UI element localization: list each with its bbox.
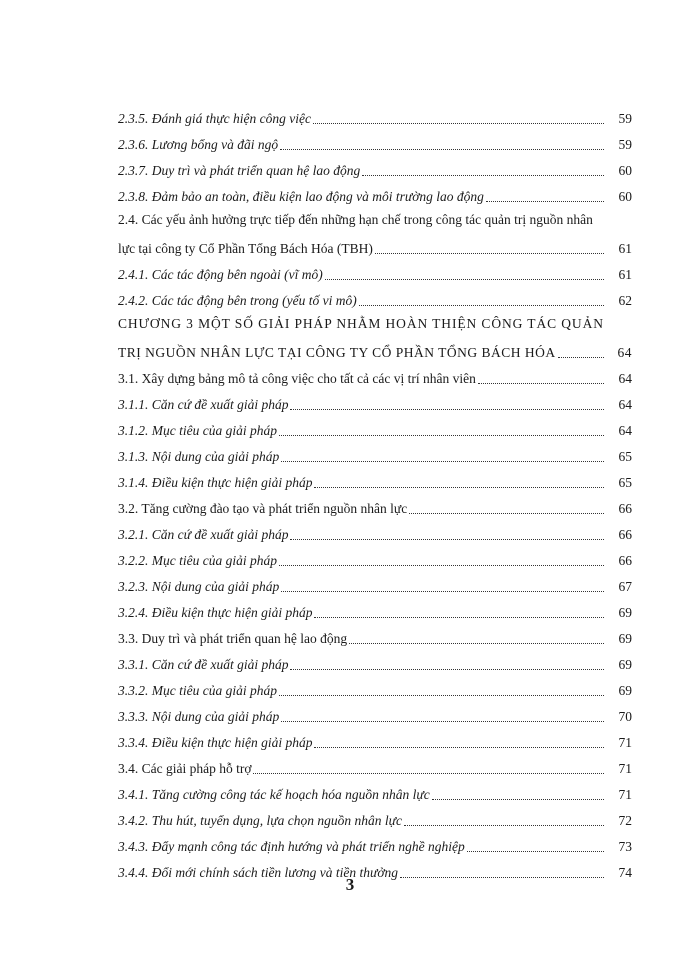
page-number: 3 (345, 875, 355, 894)
toc-entry-2-3-5[interactable] (118, 101, 632, 127)
toc-entry-page: 60 (618, 189, 632, 204)
dot-leader (375, 241, 604, 254)
toc-entry-title-line1: CHƯƠNG 3 MỘT SỐ GIẢI PHÁP NHẰM HOÀN THIỆN CÔNG TÁC QUẢN (118, 316, 604, 331)
toc-entry-title: 3.1.2. Mục tiêu của giải pháp (118, 423, 277, 438)
toc-entry-page: 64 (618, 371, 632, 386)
toc-entry-title-line1: 2.4. Các yếu ảnh hưởng trực tiếp đến những hạn chế trong công tác quản trị nguồn nhân (118, 212, 593, 227)
toc-entry-chapter-3[interactable] (118, 309, 632, 361)
toc-entry-page: 69 (618, 605, 632, 620)
toc-entry-page: 59 (618, 111, 632, 126)
toc-entry-page: 74 (618, 865, 632, 880)
toc-entry-page: 66 (618, 527, 632, 542)
dot-leader (432, 787, 604, 800)
toc-entry-title: 3.1.4. Điều kiện thực hiện giải pháp (118, 475, 313, 490)
toc-entry-3-3-3[interactable] (118, 699, 632, 725)
dot-leader (290, 657, 604, 670)
dot-leader (290, 527, 604, 540)
toc-entry-title: 3.3.3. Nội dung của giải pháp (118, 709, 280, 724)
toc-entry-page: 71 (618, 787, 632, 802)
toc-entry-3-4-3[interactable] (118, 829, 632, 855)
toc-entry-title: 3.4.2. Thu hút, tuyển dụng, lựa chọn nguồn nhân lực (118, 813, 402, 828)
toc-entry-title: 3.3.2. Mục tiêu của giải pháp (118, 683, 277, 698)
dot-leader (280, 137, 604, 150)
toc-entry-3-1-3[interactable] (118, 439, 632, 465)
toc-entry-page: 70 (618, 709, 632, 724)
toc-entry-page: 64 (618, 423, 632, 438)
toc-entry-title: 3.3.4. Điều kiện thực hiện giải pháp (118, 735, 313, 750)
toc-entry-page: 66 (618, 501, 632, 516)
toc-entry-3-1-4[interactable] (118, 465, 632, 491)
toc-entry-2-3-6[interactable] (118, 127, 632, 153)
dot-leader (279, 683, 604, 696)
toc-entry-page: 67 (618, 579, 632, 594)
toc-entry-3-2-3[interactable] (118, 569, 632, 595)
dot-leader (478, 371, 604, 384)
toc-entry-title: 3.4.1. Tăng cường công tác kế hoạch hóa nguồn nhân lực (118, 787, 430, 802)
dot-leader (290, 397, 604, 410)
toc-entry-title: 2.3.8. Đảm bảo an toàn, điều kiện lao động và môi trường lao động (118, 189, 484, 204)
toc-entry-title: 3.2. Tăng cường đào tạo và phát triển nguồn nhân lực (118, 501, 408, 516)
table-of-contents (118, 101, 632, 881)
toc-entry-3-1[interactable] (118, 361, 632, 387)
toc-entry-title: 2.3.6. Lương bổng và đãi ngộ (118, 137, 279, 152)
dot-leader (467, 839, 604, 852)
toc-entry-3-4-2[interactable] (118, 803, 632, 829)
toc-entry-3-2[interactable] (118, 491, 632, 517)
toc-entry-title: 2.4.1. Các tác động bên ngoài (vĩ mô) (118, 267, 323, 282)
toc-entry-2-4-2[interactable] (118, 283, 632, 309)
dot-leader (281, 449, 604, 462)
toc-entry-3-3-2[interactable] (118, 673, 632, 699)
toc-entry-page: 69 (618, 631, 632, 646)
toc-entry-page: 65 (618, 475, 632, 490)
toc-entry-title: 2.4.2. Các tác động bên trong (yếu tố vi mô) (118, 293, 357, 308)
dot-leader (362, 163, 604, 176)
toc-entry-page: 66 (618, 553, 632, 568)
dot-leader (486, 189, 604, 202)
dot-leader (314, 735, 604, 748)
toc-entry-page: 69 (618, 683, 632, 698)
toc-entry-page: 61 (618, 241, 632, 256)
toc-entry-page: 73 (618, 839, 632, 854)
toc-entry-title: 3.3. Duy trì và phát triển quan hệ lao động (118, 631, 348, 646)
toc-entry-2-3-7[interactable] (118, 153, 632, 179)
toc-entry-page: 59 (618, 137, 632, 152)
toc-entry-2-3-8[interactable] (118, 179, 632, 205)
toc-entry-3-4-1[interactable] (118, 777, 632, 803)
toc-entry-2-4[interactable] (118, 205, 632, 257)
dot-leader (314, 475, 604, 488)
toc-entry-title: 3.1.1. Căn cứ đề xuất giải pháp (118, 397, 289, 412)
dot-leader (279, 553, 604, 566)
toc-entry-title: 3.1.3. Nội dung của giải pháp (118, 449, 280, 464)
toc-entry-3-3-1[interactable] (118, 647, 632, 673)
toc-entry-page: 64 (618, 397, 632, 412)
toc-entry-title-line2: TRỊ NGUỒN NHÂN LỰC TẠI CÔNG TY CỔ PHẦN TỔNG BÁCH HÓA (118, 345, 556, 360)
dot-leader (325, 267, 604, 280)
toc-entry-page: 60 (618, 163, 632, 178)
toc-entry-3-2-2[interactable] (118, 543, 632, 569)
toc-entry-3-3-4[interactable] (118, 725, 632, 751)
toc-entry-page: 72 (618, 813, 632, 828)
toc-entry-page: 71 (618, 761, 632, 776)
toc-entry-page: 71 (618, 735, 632, 750)
toc-entry-page: 64 (617, 345, 632, 360)
toc-entry-title-line2: lực tại công ty Cổ Phần Tổng Bách Hóa (TBH) (118, 241, 373, 256)
toc-entry-title: 2.3.7. Duy trì và phát triển quan hệ lao động (118, 163, 361, 178)
toc-entry-3-1-1[interactable] (118, 387, 632, 413)
toc-entry-3-2-4[interactable] (118, 595, 632, 621)
dot-leader (314, 605, 604, 618)
dot-leader (409, 501, 604, 514)
toc-entry-title: 3.3.1. Căn cứ đề xuất giải pháp (118, 657, 289, 672)
toc-entry-title: 3.2.1. Căn cứ đề xuất giải pháp (118, 527, 289, 542)
dot-leader (359, 293, 604, 306)
toc-entry-3-2-1[interactable] (118, 517, 632, 543)
dot-leader (281, 709, 604, 722)
toc-entry-title: 3.4.4. Đổi mới chính sách tiền lương và tiền thưởng (118, 865, 399, 880)
toc-entry-3-4[interactable] (118, 751, 632, 777)
toc-entry-title: 3.2.4. Điều kiện thực hiện giải pháp (118, 605, 313, 620)
toc-entry-page: 69 (618, 657, 632, 672)
dot-leader (349, 631, 604, 644)
toc-entry-3-3[interactable] (118, 621, 632, 647)
dot-leader (281, 579, 604, 592)
dot-leader (313, 111, 604, 124)
toc-entry-title: 3.1. Xây dựng bảng mô tả công việc cho tất cả các vị trí nhân viên (118, 371, 476, 386)
toc-entry-title: 2.3.5. Đánh giá thực hiện công việc (118, 111, 311, 126)
toc-entry-title: 3.4. Các giải pháp hỗ trợ (118, 761, 252, 776)
toc-entry-2-4-1[interactable] (118, 257, 632, 283)
toc-entry-title: 3.2.2. Mục tiêu của giải pháp (118, 553, 277, 568)
dot-leader (558, 345, 604, 358)
dot-leader (404, 813, 604, 826)
toc-entry-title: 3.4.3. Đẩy mạnh công tác định hướng và phát triển nghề nghiệp (118, 839, 465, 854)
dot-leader (253, 761, 604, 774)
toc-entry-page: 65 (618, 449, 632, 464)
dot-leader (279, 423, 604, 436)
toc-entry-page: 62 (618, 293, 632, 308)
toc-entry-3-1-2[interactable] (118, 413, 632, 439)
toc-entry-page: 61 (618, 267, 632, 282)
toc-entry-title: 3.2.3. Nội dung của giải pháp (118, 579, 280, 594)
